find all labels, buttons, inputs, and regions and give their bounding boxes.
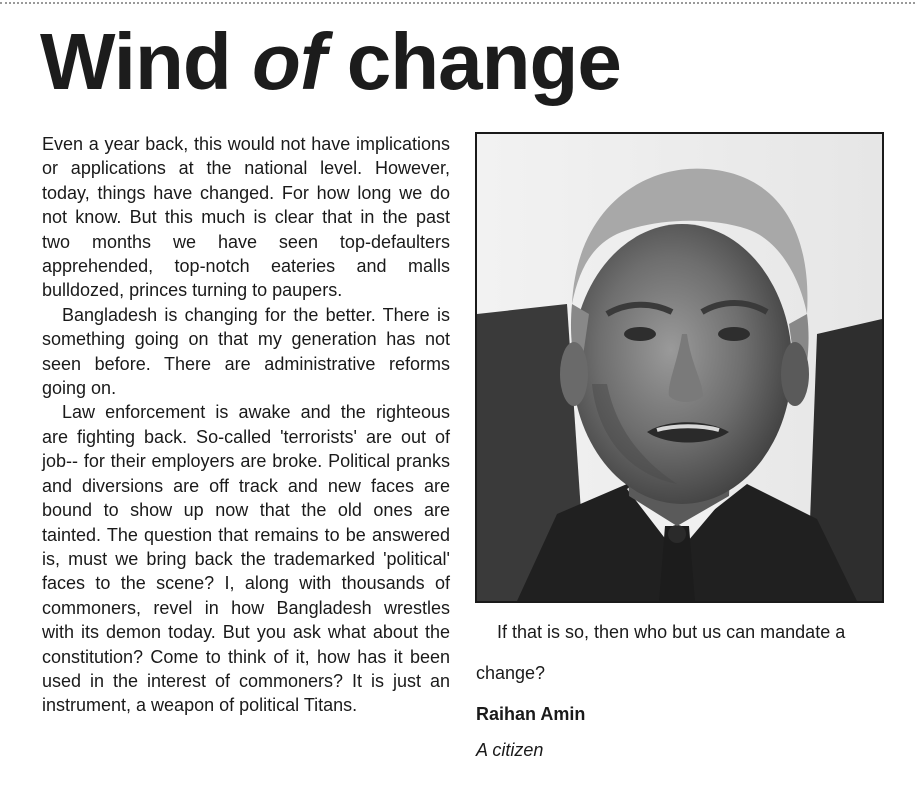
byline-author: Raihan Amin: [476, 704, 586, 724]
headline: [40, 14, 621, 110]
headline-part-1: Wind: [40, 17, 252, 106]
body-paragraph-2: Bangladesh is changing for the better. There is something going on that my generation has not seen before. There are administrative reforms going on.: [42, 304, 450, 399]
continuation-line-1: If that is so, then who but us can mandate a: [497, 622, 846, 642]
top-dotted-rule: [0, 2, 915, 4]
body-paragraph-3: Law enforcement is awake and the righteous are fighting back. So-called 'terrorists' are out of job-- for their employers are broke. Political pranks and diversions are off track and new faces are bound to show up now that the old ones are tainted. The question that remains to be answered is, must we bring back the trademarked 'political' faces to the scene? I, along with thousands of commoners, revel in how Bangladesh wrestles with its demon today. But you ask what about the constitution? Come to think of it, how has it been used in the interest of commoners? It is just an instrument, a weapon of political Titans.: [42, 402, 450, 716]
portrait-photo-icon: [477, 134, 882, 601]
continuation-line-2: change?: [476, 663, 546, 683]
headline-part-2: of: [252, 17, 326, 106]
byline-role: A citizen: [476, 740, 544, 760]
continuation-text: [476, 618, 896, 763]
headline-part-3: change: [325, 17, 621, 106]
article-body: [42, 132, 450, 718]
body-paragraph-1: Even a year back, this would not have implications or applications at the national level. However, today, things have changed. For how long we do not know. But this much is clear that in the past two months we have seen top-defaulters apprehended, top-notch eateries and malls bulldozed, princes turning to paupers.: [42, 134, 450, 301]
portrait-photo: [475, 132, 884, 603]
